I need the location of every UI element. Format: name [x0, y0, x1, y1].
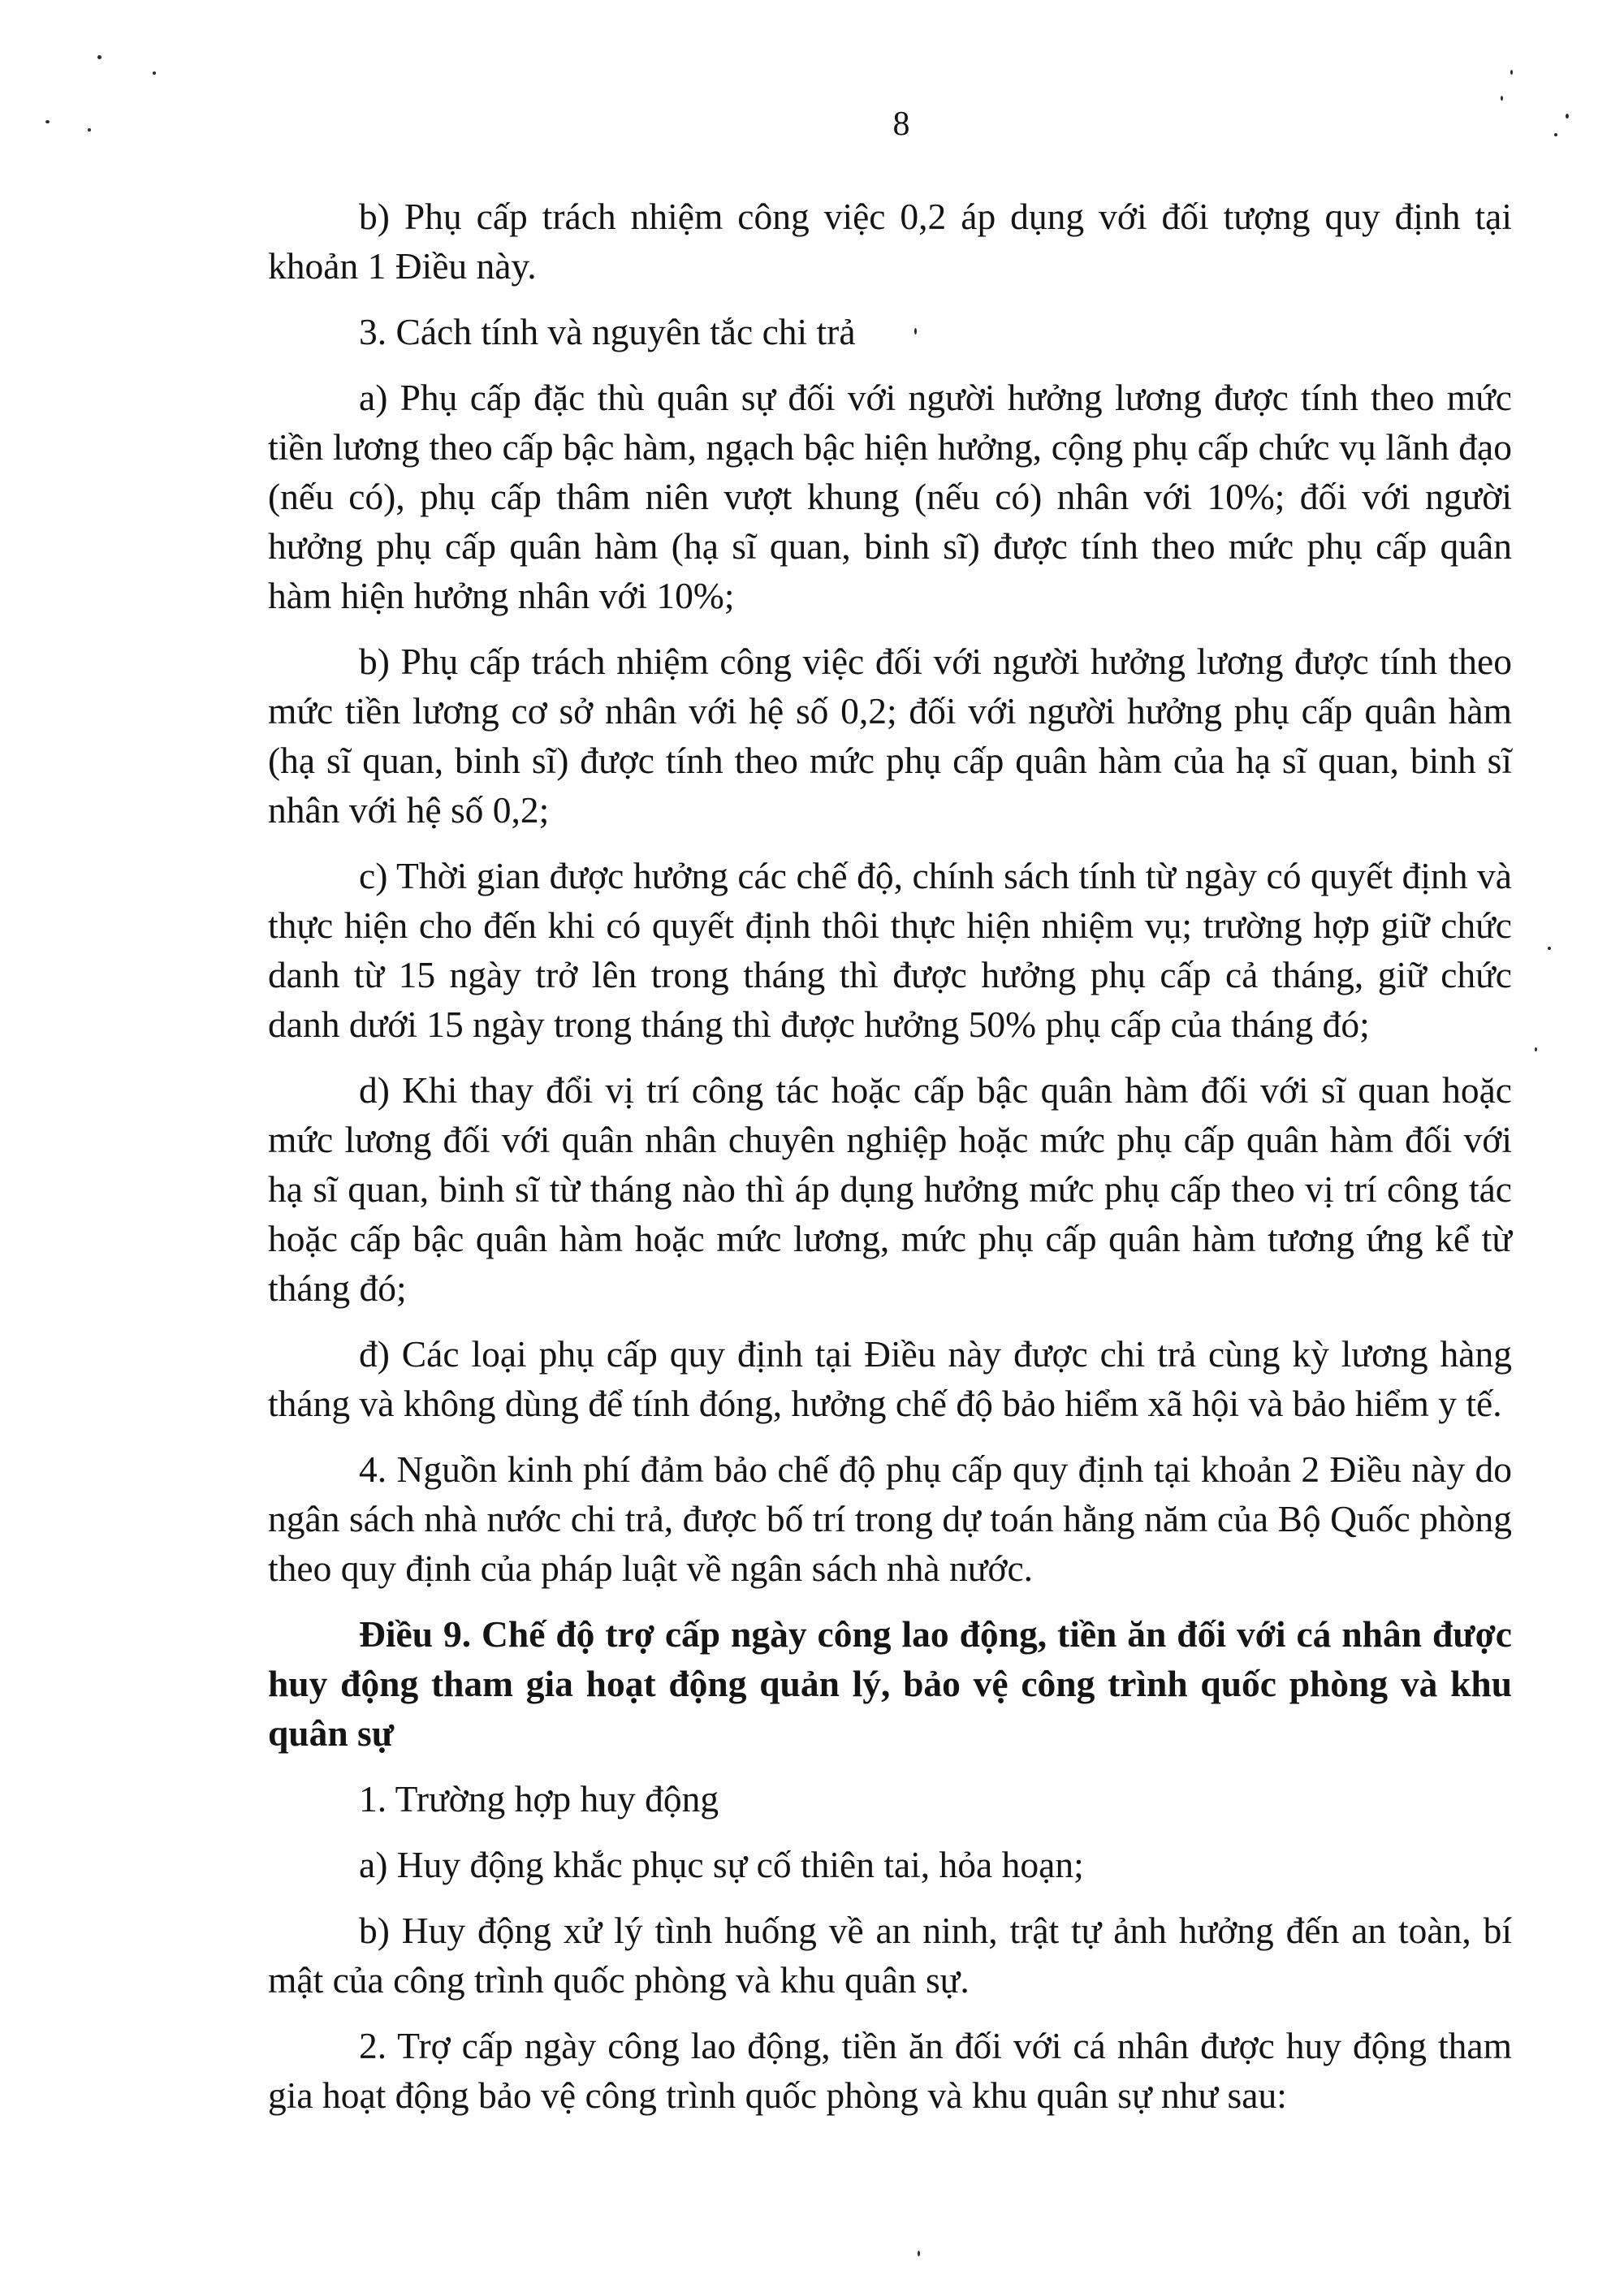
scan-speck [1510, 70, 1513, 75]
scan-speck [153, 71, 156, 75]
paragraph-payment-schedule: đ) Các loại phụ cấp quy định tại Điều này được chi trả cùng kỳ lương hàng tháng và không dùng để tính đóng, hưởng chế độ bảo hiểm xã hội và bảo hiểm y tế. [268, 1333, 1512, 1424]
scan-speck [1566, 114, 1569, 119]
document-body [268, 192, 1512, 2136]
page-number: 8 [892, 106, 910, 143]
scan-speck [1554, 133, 1557, 136]
scan-speck [97, 55, 102, 59]
paragraph-labor-day-allowance: 2. Trợ cấp ngày công lao động, tiền ăn đối với cá nhân được huy động tham gia hoạt động bảo vệ công trình quốc phòng và khu quân sự như sau: [268, 2025, 1512, 2116]
paragraph-mobilization-cases: 1. Trường hợp huy động [359, 1778, 719, 1820]
paragraph-entitlement-period: c) Thời gian được hưởng các chế độ, chính sách tính từ ngày có quyết định và thực hiện cho đến khi có quyết định thôi thực hiện nhiệm vụ; trường hợp giữ chức danh từ 15 ngày trở lên trong tháng thì được hưởng phụ cấp cả tháng, giữ chức danh dưới 15 ngày trong tháng thì được hưởng 50% phụ cấp của tháng đó; [268, 855, 1512, 1045]
paragraph-allowance-0-2: b) Phụ cấp trách nhiệm công việc 0,2 áp dụng với đối tượng quy định tại khoản 1 Điều này. [268, 196, 1512, 287]
paragraph-responsibility-allowance: b) Phụ cấp trách nhiệm công việc đối với người hưởng lương được tính theo mức tiền lương cơ sở nhân với hệ số 0,2; đối với người hưởng phụ cấp quân hàm (hạ sĩ quan, binh sĩ) được tính theo mức phụ cấp quân hàm của hạ sĩ quan, binh sĩ nhân với hệ số 0,2; [268, 641, 1512, 831]
scan-speck [1548, 947, 1551, 950]
article-9-heading: Điều 9. Chế độ trợ cấp ngày công lao động, tiền ăn đối với cá nhân được huy động tham gia hoạt động quản lý, bảo vệ công trình quốc phòng và khu quân sự [268, 1613, 1512, 1754]
scan-speck [1501, 96, 1503, 101]
paragraph-funding-source: 4. Nguồn kinh phí đảm bảo chế độ phụ cấp quy định tại khoản 2 Điều này do ngân sách nhà nước chi trả, được bố trí trong dự toán hằng năm của Bộ Quốc phòng theo quy định của pháp luật về ngân sách nhà nước. [268, 1448, 1512, 1589]
paragraph-calculation-principles: 3. Cách tính và nguyên tắc chi trả [359, 311, 856, 352]
paragraph-military-allowance: a) Phụ cấp đặc thù quân sự đối với người hưởng lương được tính theo mức tiền lương theo cấp bậc hàm, ngạch bậc hiện hưởng, cộng phụ cấp chức vụ lãnh đạo (nếu có), phụ cấp thâm niên vượt khung (nếu có) nhân với 10%; đối với người hưởng phụ cấp quân hàm (hạ sĩ quan, binh sĩ) được tính theo mức phụ cấp quân hàm hiện hưởng nhân với 10%; [268, 377, 1512, 616]
paragraph-disaster-mobilization: a) Huy động khắc phục sự cố thiên tai, hỏa hoạn; [359, 1844, 1084, 1885]
scan-speck [45, 120, 50, 123]
scan-speck [1535, 1047, 1537, 1051]
paragraph-position-change: d) Khi thay đổi vị trí công tác hoặc cấp bậc quân hàm đối với sĩ quan hoặc mức lương đối với quân nhân chuyên nghiệp hoặc mức phụ cấp quân hàm đối với hạ sĩ quan, binh sĩ từ tháng nào thì áp dụng hưởng mức phụ cấp theo vị trí công tác hoặc cấp bậc quân hàm hoặc mức lương, mức phụ cấp quân hàm tương ứng kể từ tháng đó; [268, 1069, 1512, 1309]
scan-speck [918, 2251, 920, 2256]
scan-speck [88, 128, 91, 132]
paragraph-security-mobilization: b) Huy động xử lý tình huống về an ninh, trật tự ảnh hưởng đến an toàn, bí mật của công trình quốc phòng và khu quân sự. [268, 1910, 1512, 2001]
